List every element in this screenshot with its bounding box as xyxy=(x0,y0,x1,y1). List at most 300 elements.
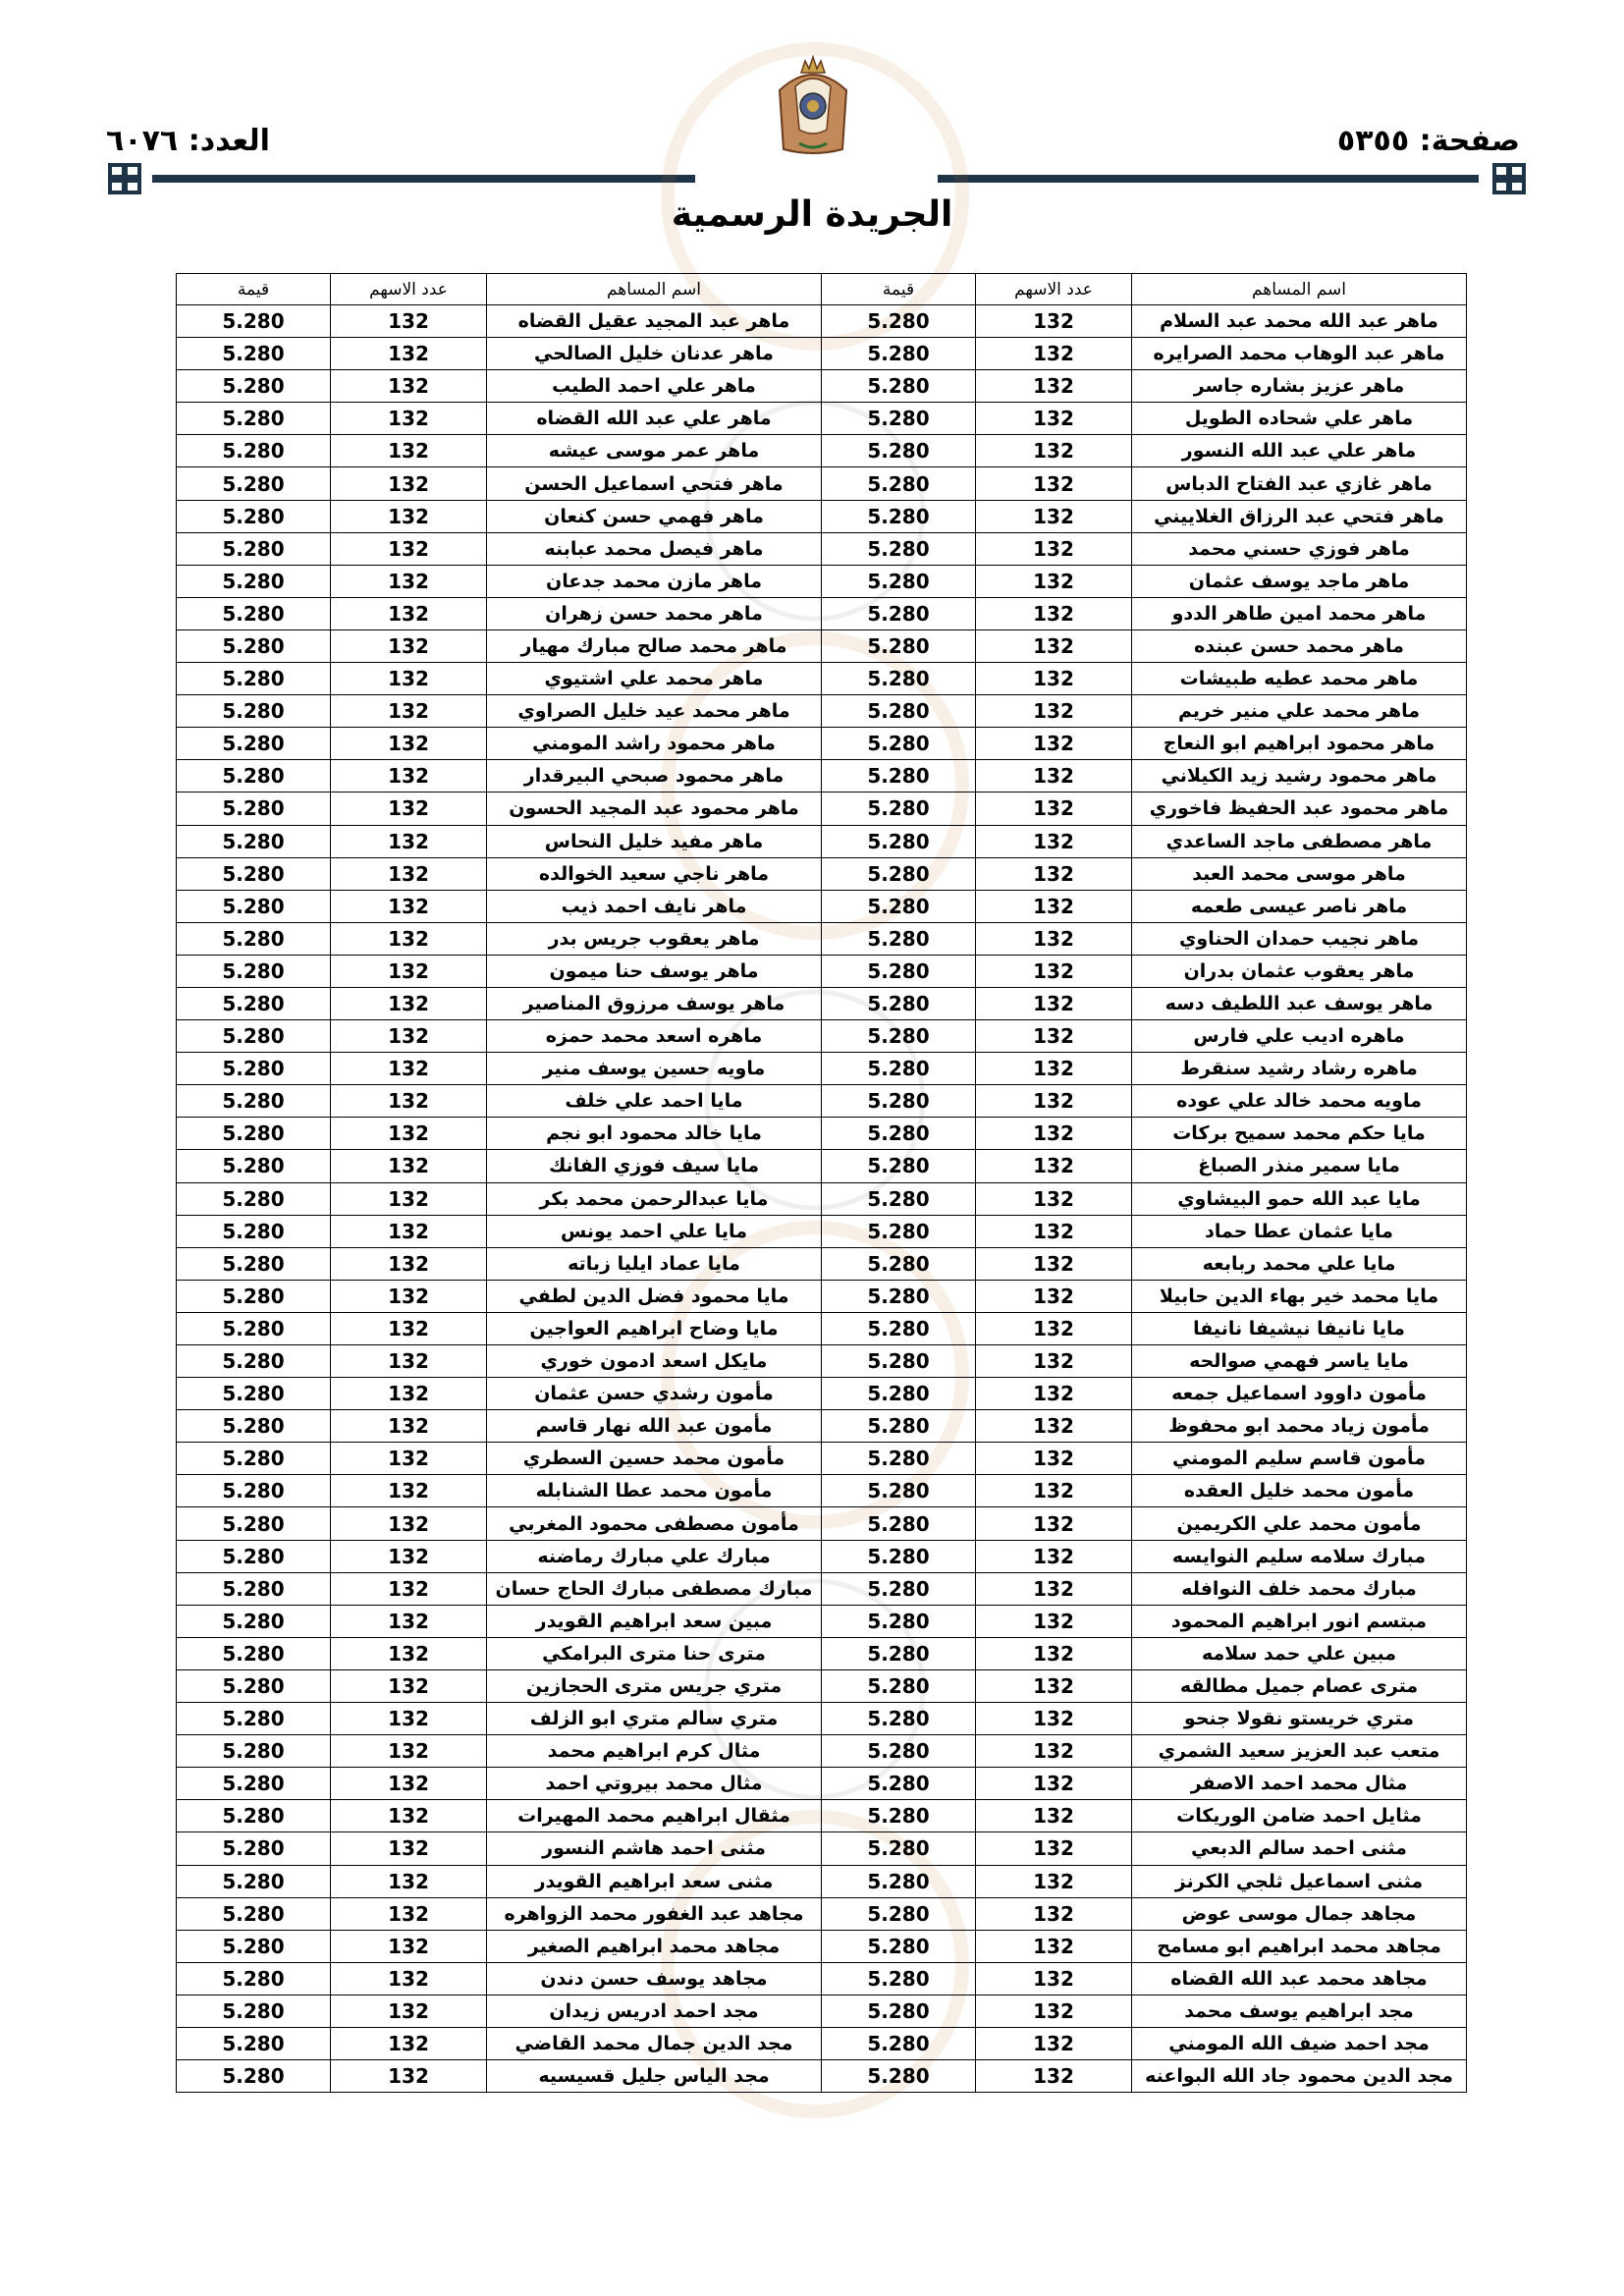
value-cell: 5.280 xyxy=(177,1410,331,1443)
shareholder-name-cell: مبارك سلامه سليم النوايسه xyxy=(1132,1540,1467,1572)
shares-count-cell: 132 xyxy=(331,793,487,825)
shareholder-name-cell: مجاهد يوسف حسن دندن xyxy=(487,1962,822,1995)
table-row xyxy=(177,565,1467,597)
shares-count-cell: 132 xyxy=(331,629,487,662)
shareholder-name-cell: ماهر غازي عبد الفتاح الدباس xyxy=(1132,467,1467,500)
value-cell: 5.280 xyxy=(822,1280,976,1312)
value-cell: 5.280 xyxy=(822,2027,976,2059)
value-cell: 5.280 xyxy=(177,1182,331,1215)
shares-count-cell: 132 xyxy=(331,1312,487,1344)
value-cell: 5.280 xyxy=(822,305,976,338)
table-row xyxy=(177,1865,1467,1897)
shareholder-name-cell: مأمون مصطفى محمود المغربي xyxy=(487,1507,822,1540)
value-cell: 5.280 xyxy=(822,1995,976,2027)
shareholder-name-cell: مثنى احمد سالم الدبعي xyxy=(1132,1832,1467,1865)
shares-count-cell: 132 xyxy=(331,467,487,500)
shareholder-name-cell: ماهر نايف احمد ذيب xyxy=(487,890,822,922)
shares-count-cell: 132 xyxy=(331,955,487,987)
shares-count-cell: 132 xyxy=(331,1540,487,1572)
shareholder-name-cell: ماهر فوزي حسني محمد xyxy=(1132,532,1467,565)
value-cell: 5.280 xyxy=(177,857,331,890)
shares-count-cell: 132 xyxy=(976,922,1132,955)
shareholder-name-cell: مبارك محمد خلف النوافله xyxy=(1132,1572,1467,1605)
value-cell: 5.280 xyxy=(177,1345,331,1378)
value-cell: 5.280 xyxy=(822,1800,976,1832)
value-cell: 5.280 xyxy=(822,467,976,500)
value-cell: 5.280 xyxy=(822,890,976,922)
value-cell: 5.280 xyxy=(177,1768,331,1800)
shares-count-cell: 132 xyxy=(976,1475,1132,1507)
value-cell: 5.280 xyxy=(177,305,331,338)
shareholder-name-cell: ماهر ماجد يوسف عثمان xyxy=(1132,565,1467,597)
shareholder-name-cell: ماهر علي عبد الله القضاه xyxy=(487,403,822,435)
value-cell: 5.280 xyxy=(177,1475,331,1507)
shareholder-name-cell: متري خريستو نقولا جنحو xyxy=(1132,1703,1467,1735)
shareholder-name-cell: مايا سمير منذر الصباغ xyxy=(1132,1150,1467,1182)
shareholder-name-cell: ماهر ناصر عيسى طعمه xyxy=(1132,890,1467,922)
shares-count-cell: 132 xyxy=(331,1962,487,1995)
shares-count-cell: 132 xyxy=(331,2027,487,2059)
shares-count-cell: 132 xyxy=(331,2060,487,2093)
shares-count-cell: 132 xyxy=(331,663,487,695)
shares-count-cell: 132 xyxy=(331,1800,487,1832)
page-number: صفحة: ٥٣٥٥ xyxy=(1336,124,1520,158)
value-cell: 5.280 xyxy=(822,1930,976,1962)
table-row xyxy=(177,370,1467,403)
value-cell: 5.280 xyxy=(177,793,331,825)
value-cell: 5.280 xyxy=(177,1443,331,1475)
value-cell: 5.280 xyxy=(177,1605,331,1637)
shares-count-cell: 132 xyxy=(331,1768,487,1800)
shares-count-cell: 132 xyxy=(976,1280,1132,1312)
value-cell: 5.280 xyxy=(822,1637,976,1669)
value-cell: 5.280 xyxy=(177,1312,331,1344)
value-cell: 5.280 xyxy=(822,629,976,662)
table-row xyxy=(177,1410,1467,1443)
value-cell: 5.280 xyxy=(822,1378,976,1410)
shares-count-cell: 132 xyxy=(976,629,1132,662)
shareholder-name-cell: مجد الدين جمال محمد القاضي xyxy=(487,2027,822,2059)
shareholder-name-cell: ماهر مفيد خليل النحاس xyxy=(487,825,822,857)
value-cell: 5.280 xyxy=(177,825,331,857)
shares-count-cell: 132 xyxy=(331,1280,487,1312)
shares-count-cell: 132 xyxy=(331,1703,487,1735)
shareholder-name-cell: مثنى سعد ابراهيم القويدر xyxy=(487,1865,822,1897)
shareholder-name-cell: ماهر يوسف حنا ميمون xyxy=(487,955,822,987)
page-title: الجريدة الرسمية xyxy=(671,194,953,235)
shares-count-cell: 132 xyxy=(976,728,1132,760)
shareholders-table xyxy=(176,273,1467,2093)
table-row xyxy=(177,435,1467,467)
shares-count-cell: 132 xyxy=(331,1475,487,1507)
value-cell: 5.280 xyxy=(822,793,976,825)
shares-count-cell: 132 xyxy=(976,1897,1132,1930)
value-cell: 5.280 xyxy=(177,338,331,370)
shares-count-cell: 132 xyxy=(331,1053,487,1085)
value-cell: 5.280 xyxy=(177,1962,331,1995)
shares-count-cell: 132 xyxy=(331,1345,487,1378)
shares-count-cell: 132 xyxy=(331,1832,487,1865)
value-cell: 5.280 xyxy=(177,565,331,597)
shares-count-cell: 132 xyxy=(331,987,487,1019)
table-row xyxy=(177,1345,1467,1378)
table-row xyxy=(177,1182,1467,1215)
value-cell: 5.280 xyxy=(822,500,976,532)
shareholder-name-cell: مبتسم انور ابراهيم المحمود xyxy=(1132,1605,1467,1637)
shares-count-cell: 132 xyxy=(976,565,1132,597)
shares-count-cell: 132 xyxy=(976,1443,1132,1475)
shares-count-cell: 132 xyxy=(331,1995,487,2027)
table-row xyxy=(177,1378,1467,1410)
shares-count-cell: 132 xyxy=(976,1735,1132,1768)
value-cell: 5.280 xyxy=(822,1865,976,1897)
shares-count-cell: 132 xyxy=(976,1637,1132,1669)
value-cell: 5.280 xyxy=(822,1247,976,1280)
table-row xyxy=(177,1897,1467,1930)
value-cell: 5.280 xyxy=(822,532,976,565)
shareholder-name-cell: ماهر يوسف مرزوق المناصير xyxy=(487,987,822,1019)
shareholder-name-cell: مثال محمد احمد الاصفر xyxy=(1132,1768,1467,1800)
table-row xyxy=(177,1800,1467,1832)
value-cell: 5.280 xyxy=(177,955,331,987)
table-row xyxy=(177,467,1467,500)
value-cell: 5.280 xyxy=(177,2060,331,2093)
shares-count-cell: 132 xyxy=(976,1669,1132,1702)
shares-count-cell: 132 xyxy=(331,532,487,565)
shareholder-name-cell: مأمون رشدي حسن عثمان xyxy=(487,1378,822,1410)
header-rule-right xyxy=(938,175,1479,183)
shares-count-cell: 132 xyxy=(976,370,1132,403)
shareholder-name-cell: مأمون محمد عطا الشنابله xyxy=(487,1475,822,1507)
shareholder-name-cell: مبارك مصطفى مبارك الحاج حسان xyxy=(487,1572,822,1605)
shareholder-name-cell: ماهر عبد المجيد عقيل القضاه xyxy=(487,305,822,338)
table-row xyxy=(177,760,1467,793)
value-cell: 5.280 xyxy=(822,1475,976,1507)
shareholder-name-cell: ماهر محمد عطيه طبيشات xyxy=(1132,663,1467,695)
shares-count-cell: 132 xyxy=(976,1930,1132,1962)
value-cell: 5.280 xyxy=(822,1507,976,1540)
column-header: اسم المساهم xyxy=(487,274,822,305)
shareholder-name-cell: مايا محمود فضل الدين لطفي xyxy=(487,1280,822,1312)
shareholder-name-cell: مأمون زياد محمد ابو محفوظ xyxy=(1132,1410,1467,1443)
value-cell: 5.280 xyxy=(177,1150,331,1182)
shares-count-cell: 132 xyxy=(976,338,1132,370)
value-cell: 5.280 xyxy=(177,1572,331,1605)
shares-count-cell: 132 xyxy=(331,1507,487,1540)
shareholder-name-cell: ماهر محمد حسن زهران xyxy=(487,597,822,629)
table-row xyxy=(177,305,1467,338)
shareholder-name-cell: مايا سيف فوزي الفانك xyxy=(487,1150,822,1182)
value-cell: 5.280 xyxy=(822,955,976,987)
shareholder-name-cell: مايا محمد خير بهاء الدين حابيلا xyxy=(1132,1280,1467,1312)
value-cell: 5.280 xyxy=(177,1897,331,1930)
shareholder-name-cell: ماهره اديب علي فارس xyxy=(1132,1020,1467,1053)
shares-count-cell: 132 xyxy=(331,1020,487,1053)
value-cell: 5.280 xyxy=(822,1182,976,1215)
shareholder-name-cell: مايا ياسر فهمي صوالحه xyxy=(1132,1345,1467,1378)
shares-count-cell: 132 xyxy=(331,338,487,370)
jordan-coat-of-arms-icon xyxy=(766,51,860,159)
shares-count-cell: 132 xyxy=(976,403,1132,435)
shareholder-name-cell: مأمون داوود اسماعيل جمعه xyxy=(1132,1378,1467,1410)
shares-count-cell: 132 xyxy=(976,955,1132,987)
shares-count-cell: 132 xyxy=(976,1020,1132,1053)
value-cell: 5.280 xyxy=(177,1215,331,1247)
shares-count-cell: 132 xyxy=(976,1118,1132,1150)
shares-count-cell: 132 xyxy=(976,663,1132,695)
value-cell: 5.280 xyxy=(177,1637,331,1669)
table-row xyxy=(177,500,1467,532)
shareholder-name-cell: مجد احمد ادريس زيدان xyxy=(487,1995,822,2027)
table-row xyxy=(177,1247,1467,1280)
shares-count-cell: 132 xyxy=(331,1215,487,1247)
value-cell: 5.280 xyxy=(177,1247,331,1280)
value-cell: 5.280 xyxy=(177,2027,331,2059)
table-row xyxy=(177,955,1467,987)
shares-count-cell: 132 xyxy=(331,1443,487,1475)
value-cell: 5.280 xyxy=(177,597,331,629)
shareholder-name-cell: ماويه حسين يوسف منير xyxy=(487,1053,822,1085)
value-cell: 5.280 xyxy=(822,1118,976,1150)
shareholder-name-cell: مبين علي حمد سلامه xyxy=(1132,1637,1467,1669)
shareholder-name-cell: مايا احمد علي خلف xyxy=(487,1085,822,1118)
celtic-knot-icon xyxy=(1490,161,1528,196)
table-row xyxy=(177,1312,1467,1344)
table-row xyxy=(177,1020,1467,1053)
shareholder-name-cell: ماهره اسعد محمد حمزه xyxy=(487,1020,822,1053)
table-row xyxy=(177,1540,1467,1572)
shareholder-name-cell: ماهر محمد علي منير خريم xyxy=(1132,695,1467,728)
value-cell: 5.280 xyxy=(822,1085,976,1118)
shares-count-cell: 132 xyxy=(331,500,487,532)
shares-count-cell: 132 xyxy=(976,500,1132,532)
value-cell: 5.280 xyxy=(177,532,331,565)
table-row xyxy=(177,987,1467,1019)
value-cell: 5.280 xyxy=(177,1832,331,1865)
shares-count-cell: 132 xyxy=(976,1832,1132,1865)
shares-count-cell: 132 xyxy=(976,1962,1132,1995)
shares-count-cell: 132 xyxy=(976,1247,1132,1280)
table-row xyxy=(177,1768,1467,1800)
shareholder-name-cell: ماهر يعقوب جريس بدر xyxy=(487,922,822,955)
value-cell: 5.280 xyxy=(177,1507,331,1540)
shares-count-cell: 132 xyxy=(976,2060,1132,2093)
shareholder-name-cell: مايا نانيفا نيشيفا نانيفا xyxy=(1132,1312,1467,1344)
table-row xyxy=(177,1962,1467,1995)
value-cell: 5.280 xyxy=(177,1020,331,1053)
table-row xyxy=(177,857,1467,890)
shareholder-name-cell: ماهر فتحي اسماعيل الحسن xyxy=(487,467,822,500)
shares-count-cell: 132 xyxy=(331,1735,487,1768)
shareholder-name-cell: ماهر عبد الله محمد عبد السلام xyxy=(1132,305,1467,338)
shares-count-cell: 132 xyxy=(331,695,487,728)
shareholder-name-cell: ماهر علي عبد الله النسور xyxy=(1132,435,1467,467)
shares-count-cell: 132 xyxy=(976,435,1132,467)
value-cell: 5.280 xyxy=(177,1735,331,1768)
table-row xyxy=(177,1605,1467,1637)
shares-count-cell: 132 xyxy=(976,305,1132,338)
shareholder-name-cell: مترى عصام جميل مطالقه xyxy=(1132,1669,1467,1702)
shares-count-cell: 132 xyxy=(331,403,487,435)
shareholder-name-cell: مايا عبدالرحمن محمد بكر xyxy=(487,1182,822,1215)
value-cell: 5.280 xyxy=(822,663,976,695)
table-row xyxy=(177,922,1467,955)
shareholder-name-cell: ماهر عمر موسى عيشه xyxy=(487,435,822,467)
shareholder-name-cell: مأمون محمد حسين السطري xyxy=(487,1443,822,1475)
value-cell: 5.280 xyxy=(822,370,976,403)
shareholder-name-cell: مايا خالد محمود ابو نجم xyxy=(487,1118,822,1150)
table-row xyxy=(177,1703,1467,1735)
shares-count-cell: 132 xyxy=(331,1085,487,1118)
shareholder-name-cell: مثنى اسماعيل ثلجي الكرنز xyxy=(1132,1865,1467,1897)
table-row xyxy=(177,2027,1467,2059)
shares-count-cell: 132 xyxy=(976,532,1132,565)
shares-count-cell: 132 xyxy=(976,760,1132,793)
value-cell: 5.280 xyxy=(177,760,331,793)
shares-count-cell: 132 xyxy=(976,1215,1132,1247)
shares-count-cell: 132 xyxy=(976,1378,1132,1410)
table-row xyxy=(177,1475,1467,1507)
value-cell: 5.280 xyxy=(822,1669,976,1702)
shares-count-cell: 132 xyxy=(331,1897,487,1930)
shares-count-cell: 132 xyxy=(331,825,487,857)
table-row xyxy=(177,597,1467,629)
shareholder-name-cell: ماهره رشاد رشيد سنقرط xyxy=(1132,1053,1467,1085)
table-header-row xyxy=(177,274,1467,305)
table-row xyxy=(177,695,1467,728)
shareholder-name-cell: مأمون عبد الله نهار قاسم xyxy=(487,1410,822,1443)
shareholder-name-cell: مأمون محمد علي الكريمين xyxy=(1132,1507,1467,1540)
shares-count-cell: 132 xyxy=(976,1182,1132,1215)
shareholder-name-cell: ماهر محمد صالح مبارك مهيار xyxy=(487,629,822,662)
shareholder-name-cell: ماهر محمود صبحي البيرقدار xyxy=(487,760,822,793)
value-cell: 5.280 xyxy=(822,1735,976,1768)
value-cell: 5.280 xyxy=(177,403,331,435)
shareholder-name-cell: مجاهد محمد ابراهيم ابو مسامح xyxy=(1132,1930,1467,1962)
shareholder-name-cell: ماهر محمود رشيد زيد الكيلاني xyxy=(1132,760,1467,793)
value-cell: 5.280 xyxy=(822,1150,976,1182)
shareholder-name-cell: ماهر ناجي سعيد الخوالده xyxy=(487,857,822,890)
shareholder-name-cell: مجاهد محمد عبد الله القضاه xyxy=(1132,1962,1467,1995)
shareholder-name-cell: مجد احمد ضيف الله المومني xyxy=(1132,2027,1467,2059)
table-row xyxy=(177,532,1467,565)
shareholder-name-cell: ماهر فهمي حسن كنعان xyxy=(487,500,822,532)
shares-count-cell: 132 xyxy=(976,1995,1132,2027)
shares-count-cell: 132 xyxy=(976,467,1132,500)
value-cell: 5.280 xyxy=(822,1572,976,1605)
shares-count-cell: 132 xyxy=(331,597,487,629)
issue-number: العدد: ٦٠٧٦ xyxy=(106,124,270,158)
table-body xyxy=(177,305,1467,2093)
value-cell: 5.280 xyxy=(822,1443,976,1475)
value-cell: 5.280 xyxy=(822,1345,976,1378)
value-cell: 5.280 xyxy=(822,1832,976,1865)
shares-count-cell: 132 xyxy=(331,1605,487,1637)
table-row xyxy=(177,1150,1467,1182)
value-cell: 5.280 xyxy=(822,922,976,955)
value-cell: 5.280 xyxy=(177,370,331,403)
celtic-knot-icon xyxy=(106,161,143,196)
shareholder-name-cell: مجد الدين محمود جاد الله البواعنه xyxy=(1132,2060,1467,2093)
value-cell: 5.280 xyxy=(822,1020,976,1053)
value-cell: 5.280 xyxy=(822,1962,976,1995)
shareholder-name-cell: ماهر محمد حسن عبنده xyxy=(1132,629,1467,662)
shareholder-name-cell: مبارك علي مبارك رماضنه xyxy=(487,1540,822,1572)
shareholder-name-cell: مثال كرم ابراهيم محمد xyxy=(487,1735,822,1768)
value-cell: 5.280 xyxy=(177,467,331,500)
value-cell: 5.280 xyxy=(822,1053,976,1085)
table-row xyxy=(177,1118,1467,1150)
shares-count-cell: 132 xyxy=(976,1053,1132,1085)
value-cell: 5.280 xyxy=(822,1215,976,1247)
shares-count-cell: 132 xyxy=(331,370,487,403)
shares-count-cell: 132 xyxy=(331,1637,487,1669)
table-row xyxy=(177,338,1467,370)
shareholder-name-cell: ماهر نجيب حمدان الحناوي xyxy=(1132,922,1467,955)
shares-count-cell: 132 xyxy=(976,695,1132,728)
table-row xyxy=(177,1735,1467,1768)
table-row xyxy=(177,403,1467,435)
shares-count-cell: 132 xyxy=(976,857,1132,890)
value-cell: 5.280 xyxy=(177,1378,331,1410)
shareholder-name-cell: مايا علي محمد ربابعه xyxy=(1132,1247,1467,1280)
shares-count-cell: 132 xyxy=(976,1150,1132,1182)
table-row xyxy=(177,1085,1467,1118)
value-cell: 5.280 xyxy=(177,1540,331,1572)
shareholder-name-cell: مأمون قاسم سليم المومني xyxy=(1132,1443,1467,1475)
value-cell: 5.280 xyxy=(177,1703,331,1735)
shares-count-cell: 132 xyxy=(331,1378,487,1410)
table-row xyxy=(177,1995,1467,2027)
shares-count-cell: 132 xyxy=(976,1312,1132,1344)
shareholder-name-cell: ماهر عبد الوهاب محمد الصرايره xyxy=(1132,338,1467,370)
shareholder-name-cell: ماهر محمد عيد خليل الصراوي xyxy=(487,695,822,728)
shares-count-cell: 132 xyxy=(331,1150,487,1182)
value-cell: 5.280 xyxy=(177,1085,331,1118)
shares-count-cell: 132 xyxy=(331,1930,487,1962)
column-header: اسم المساهم xyxy=(1132,274,1467,305)
shares-count-cell: 132 xyxy=(976,825,1132,857)
shareholder-name-cell: متعب عبد العزيز سعيد الشمري xyxy=(1132,1735,1467,1768)
shares-count-cell: 132 xyxy=(331,1572,487,1605)
table-row xyxy=(177,1832,1467,1865)
page-header xyxy=(0,0,1624,265)
value-cell: 5.280 xyxy=(822,1312,976,1344)
shareholder-name-cell: ماهر فتحي عبد الرزاق الغلاييني xyxy=(1132,500,1467,532)
table-row xyxy=(177,1507,1467,1540)
value-cell: 5.280 xyxy=(177,728,331,760)
value-cell: 5.280 xyxy=(822,1768,976,1800)
shareholder-name-cell: ماهر محمد امين طاهر الددو xyxy=(1132,597,1467,629)
column-header: قيمة xyxy=(822,274,976,305)
table-row xyxy=(177,1637,1467,1669)
shareholder-name-cell: ماهر عزيز بشاره جاسر xyxy=(1132,370,1467,403)
value-cell: 5.280 xyxy=(822,1540,976,1572)
shareholder-name-cell: ماهر محمود ابراهيم ابو النعاج xyxy=(1132,728,1467,760)
shareholder-name-cell: ماهر فيصل محمد عبابنه xyxy=(487,532,822,565)
value-cell: 5.280 xyxy=(177,1118,331,1150)
table-row xyxy=(177,1572,1467,1605)
value-cell: 5.280 xyxy=(177,695,331,728)
table-row xyxy=(177,1280,1467,1312)
shareholder-name-cell: ماهر علي شحاده الطويل xyxy=(1132,403,1467,435)
value-cell: 5.280 xyxy=(822,2060,976,2093)
value-cell: 5.280 xyxy=(822,825,976,857)
shareholder-name-cell: مأمون محمد خليل العقده xyxy=(1132,1475,1467,1507)
shareholder-name-cell: مثقال ابراهيم محمد المهيرات xyxy=(487,1800,822,1832)
shareholder-name-cell: ماهر مصطفى ماجد الساعدي xyxy=(1132,825,1467,857)
shares-count-cell: 132 xyxy=(331,435,487,467)
